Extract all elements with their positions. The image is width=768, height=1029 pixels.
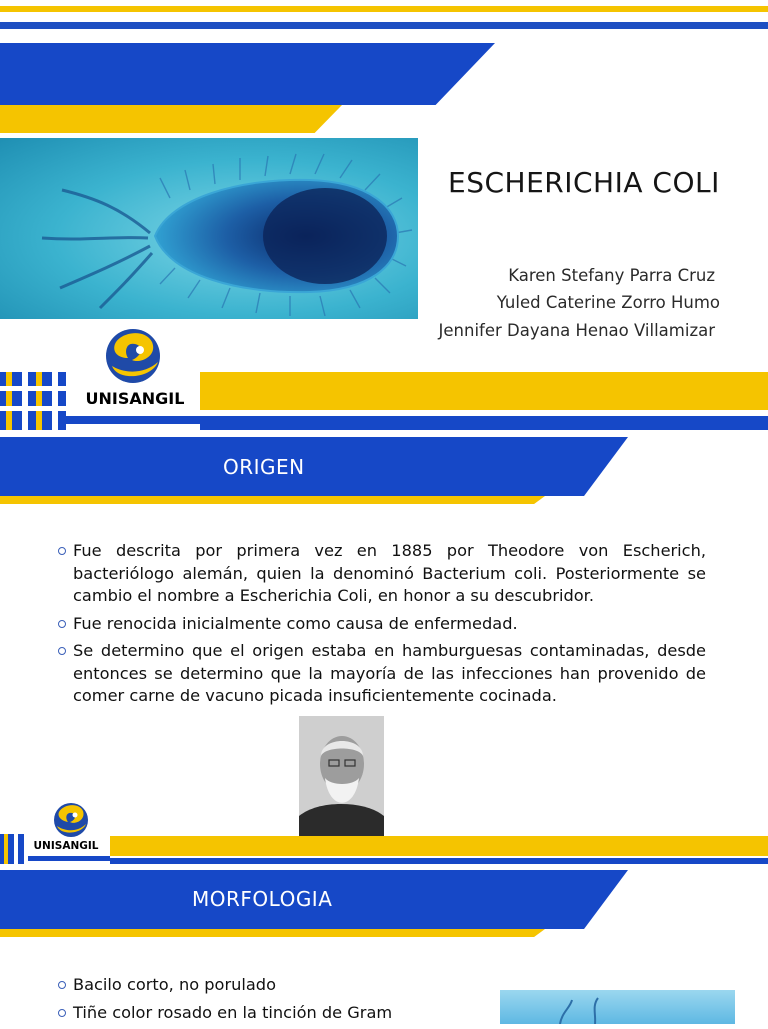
section-heading-origen: ORIGEN [223,455,305,479]
footer-yellow-band [200,372,768,410]
divider-yellow-band [110,836,768,856]
bacterium-graphic [0,138,418,319]
author-name: Jennifer Dayana Henao Villamizar [438,321,715,340]
list-item: Bacilo corto, no porulado [58,974,706,997]
presentation-title: ESCHERICHIA COLI [448,166,720,199]
logo-wordmark: UNISANGIL [33,840,99,852]
unisangil-logo-small [0,800,110,864]
header-yellow-band [0,105,342,133]
title-slide [0,0,768,430]
portrait-graphic [299,716,384,843]
logo-wordmark: UNISANGIL [85,389,185,408]
author-name: Karen Stefany Parra Cruz [508,266,715,285]
bacterium-illustration [0,138,418,319]
list-item: Tiñe color rosado en la tinción de Gram [58,1002,706,1025]
list-item: Se determino que el origen estaba en hamburguesas contaminadas, desde entonces se determino que la mayoría de las infecciones han provenido de comer carne de vacuno picada insuficientemente cocinada. [58,640,706,708]
unisangil-logo-small-block [0,800,110,864]
footer-white-line [200,410,768,415]
unisangil-logo-block [0,326,200,430]
top-yellow-stripe [0,6,768,12]
microscopy-graphic [500,990,735,1024]
footer-blue-band [200,416,768,430]
author-name: Yuled Caterine Zorro Humo [496,293,720,312]
section-heading-morfologia: MORFOLOGIA [192,887,333,911]
header-blue-band [0,43,495,105]
origen-bullet-list [58,540,706,713]
top-blue-stripe [0,22,768,29]
portrait-photo [299,716,384,843]
morfologia-heading-yellow-line [0,929,545,937]
list-item: Fue renocida inicialmente como causa de enfermedad. [58,613,706,636]
unisangil-logo [0,326,200,430]
origen-heading-band [0,437,628,496]
list-item: Fue descrita por primera vez en 1885 por Theodore von Escherich, bacteriólogo alemán, quien la denominó Bacterium coli. Posteriormente se cambio el nombre a Escherichia Coli, en honor a su descubridor. [58,540,706,608]
divider-blue-band [110,858,768,864]
origen-heading-yellow-line [0,496,545,504]
microscopy-image [500,990,735,1024]
